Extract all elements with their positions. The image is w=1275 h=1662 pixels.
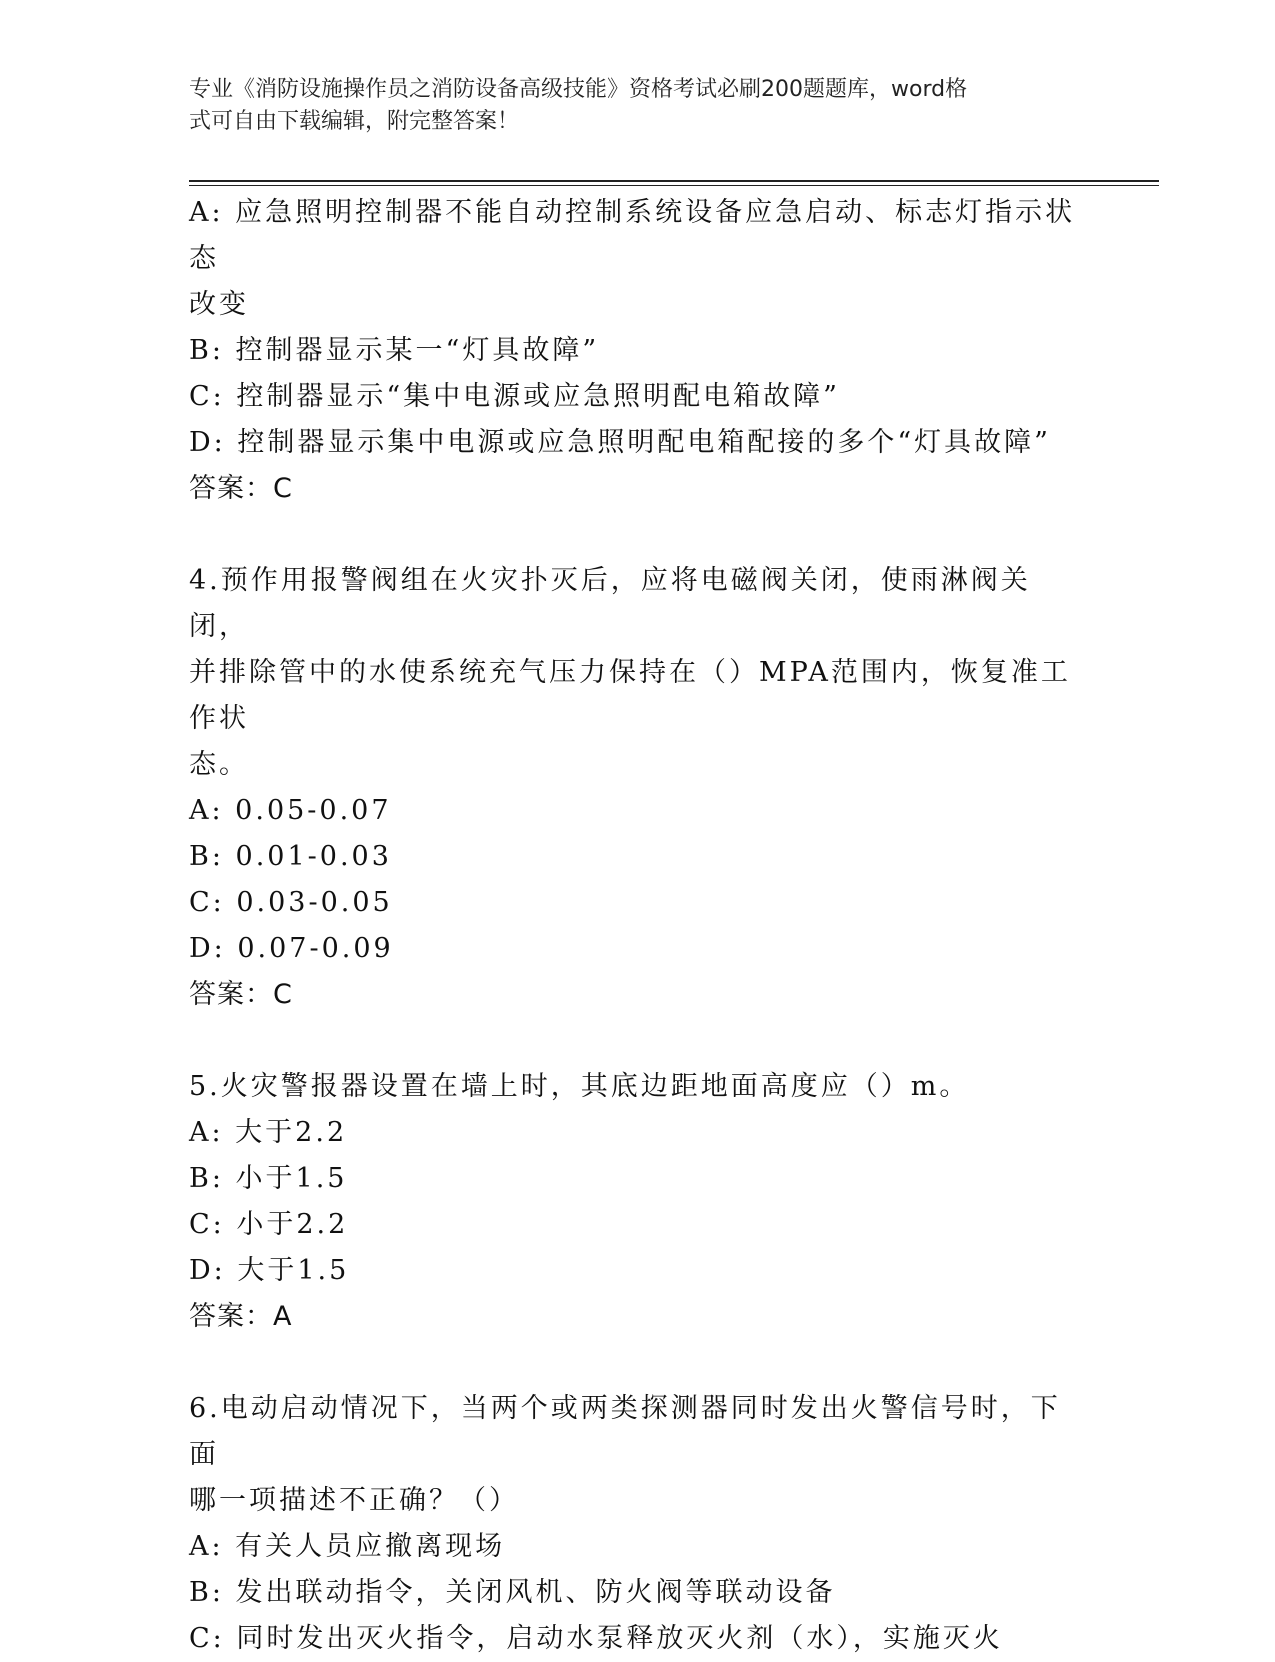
question-4-block (189, 558, 1089, 1018)
q5-option-b: B: 小于1.5 (189, 1163, 348, 1194)
question-content (189, 190, 1089, 1662)
q4-answer: 答案：C (189, 979, 293, 1010)
header-line-2: 式可自由下载编辑，附完整答案！ (189, 109, 520, 134)
q4-text-line-2: 并排除管中的水使系统充气压力保持在（）MPA范围内，恢复准工作状 (189, 657, 1071, 734)
q4-text-line-1: 4.预作用报警阀组在火灾扑灭后，应将电磁阀关闭，使雨淋阀关闭， (189, 565, 1031, 642)
q3-option-d: D: 控制器显示集中电源或应急照明配电箱配接的多个“灯具故障” (189, 427, 1051, 458)
q4-option-d: D: 0.07-0.09 (189, 933, 394, 964)
q4-text-line-3: 态。 (189, 749, 249, 780)
q6-text-line-1: 6.电动启动情况下，当两个或两类探测器同时发出火警信号时，下面 (189, 1393, 1061, 1470)
header-line-1: 专业《消防设施操作员之消防设备高级技能》资格考试必刷200题题库，word格 (189, 77, 968, 102)
spacer (189, 1340, 1089, 1386)
spacer (189, 1018, 1089, 1064)
spacer (189, 512, 1089, 558)
q4-option-a: A: 0.05-0.07 (189, 795, 392, 826)
q5-answer: 答案：A (189, 1301, 293, 1332)
header-divider-top (189, 180, 1159, 182)
question-5-block (189, 1064, 1089, 1340)
q4-option-b: B: 0.01-0.03 (189, 841, 392, 872)
header-divider-bottom (189, 185, 1159, 186)
q6-option-a: A: 有关人员应撤离现场 (189, 1531, 506, 1562)
q6-option-b: B: 发出联动指令，关闭风机、防火阀等联动设备 (189, 1577, 836, 1608)
q3-option-c: C: 控制器显示“集中电源或应急照明配电箱故障” (189, 381, 840, 412)
document-header (189, 74, 1089, 138)
q4-option-c: C: 0.03-0.05 (189, 887, 393, 918)
question-6-block (189, 1386, 1089, 1662)
q6-option-c: C: 同时发出灭火指令，启动水泵释放灭火剂（水），实施灭火 (189, 1623, 1003, 1654)
q3-option-a: A: 应急照明控制器不能自动控制系统设备应急启动、标志灯指示状态 (189, 197, 1076, 274)
q3-option-b: B: 控制器显示某一“灯具故障” (189, 335, 600, 366)
q3-answer: 答案：C (189, 473, 293, 504)
q5-option-c: C: 小于2.2 (189, 1209, 349, 1240)
q6-text-line-2: 哪一项描述不正确？（） (189, 1485, 519, 1516)
q5-option-d: D: 大于1.5 (189, 1255, 350, 1286)
q5-option-a: A: 大于2.2 (189, 1117, 348, 1148)
q3-option-a-cont: 改变 (189, 289, 249, 320)
question-3-block (189, 190, 1089, 512)
q5-text-line-1: 5.火灾警报器设置在墙上时，其底边距地面高度应（）m。 (189, 1071, 970, 1102)
